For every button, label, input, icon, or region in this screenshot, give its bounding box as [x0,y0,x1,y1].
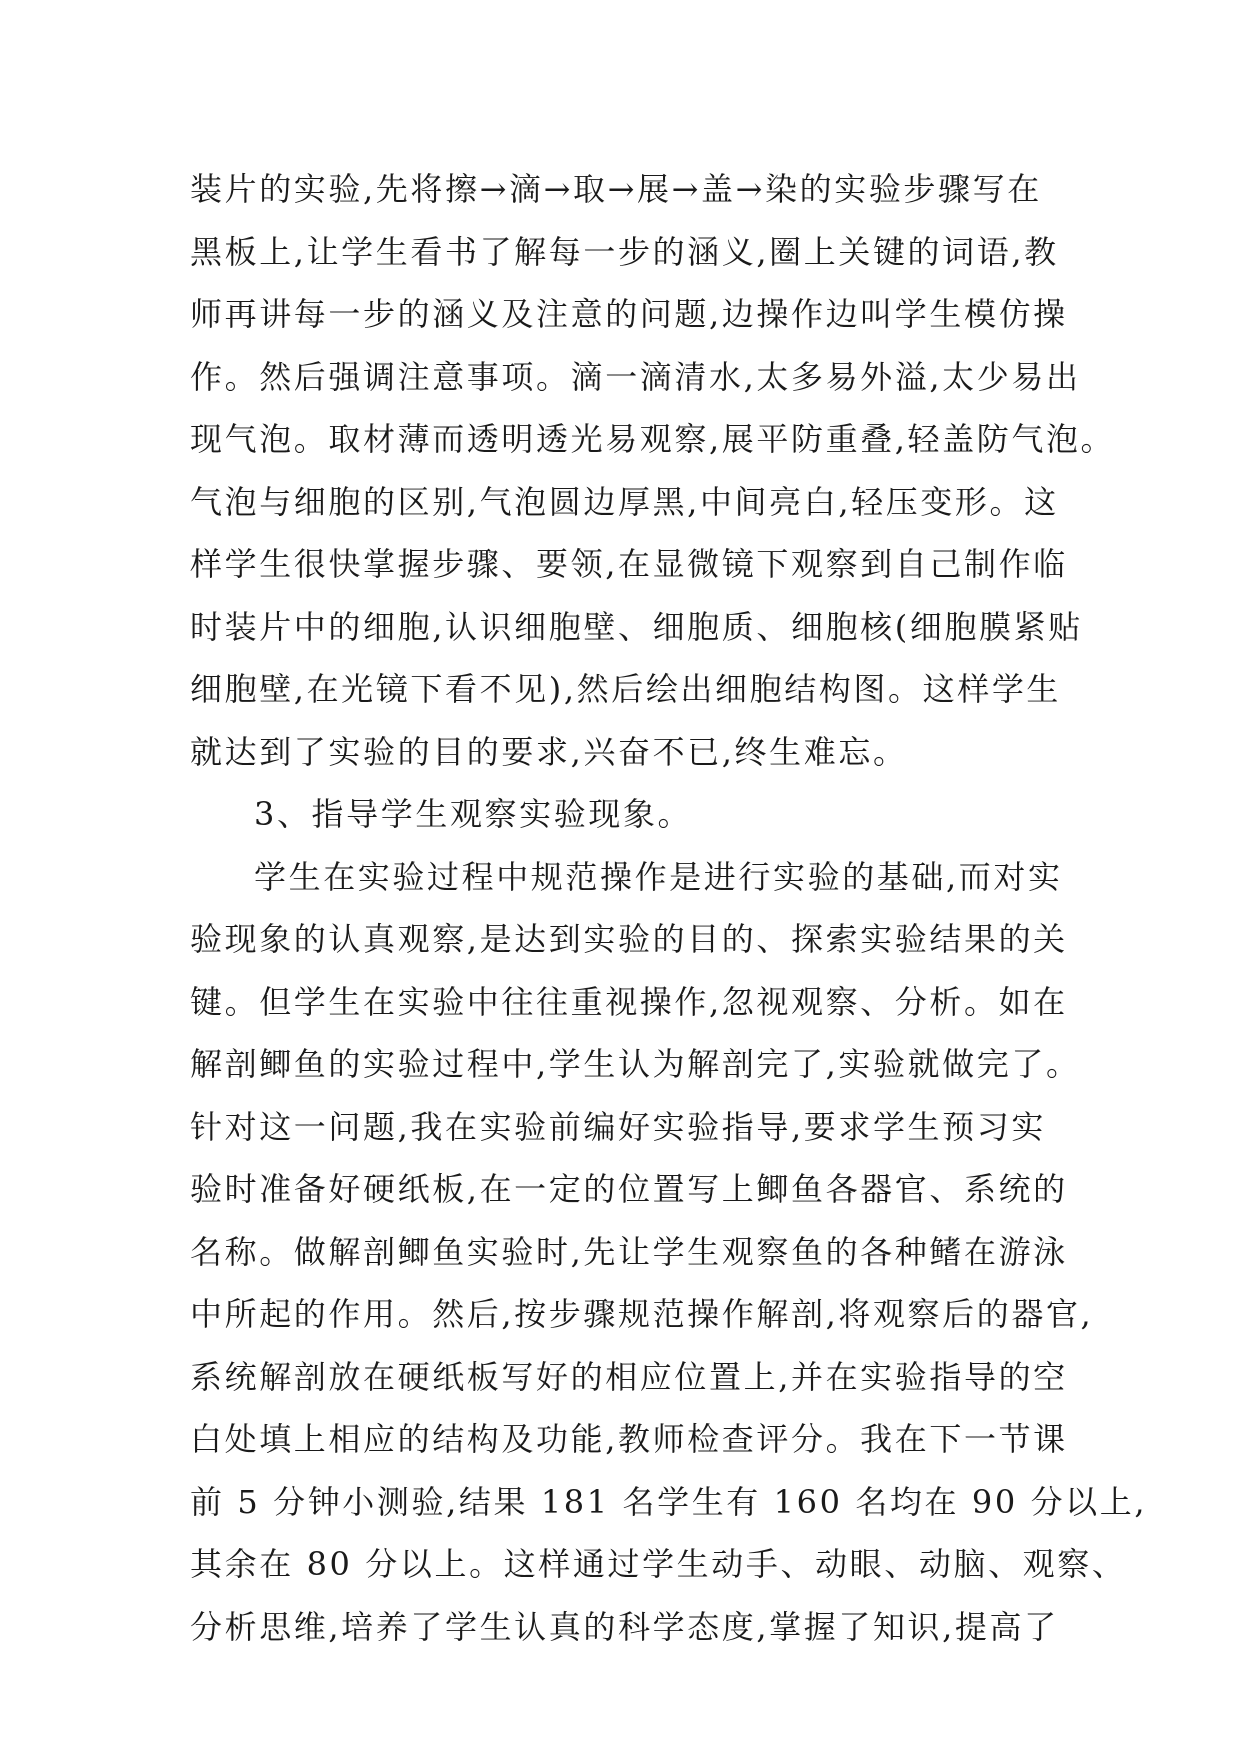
text-line: 细胞壁,在光镜下看不见),然后绘出细胞结构图。这样学生 [190,670,1062,708]
text-line: 解剖鲫鱼的实验过程中,学生认为解剖完了,实验就做完了。 [190,1045,1081,1083]
text-line: 分析思维,培养了学生认真的科学态度,掌握了知识,提高了 [190,1607,1059,1646]
text-line: 时装片中的细胞,认识细胞壁、细胞质、细胞核(细胞膜紧贴 [190,607,1083,646]
text-line: 验现象的认真观察,是达到实验的目的、探索实验结果的关 [190,920,1068,958]
text-line: 作。然后强调注意事项。滴一滴清水,太多易外溢,太少易出 [190,357,1081,396]
text-line: 现气泡。取材薄而透明透光易观察,展平防重叠,轻盖防气泡。 [190,420,1116,458]
text-line: 其余在 80 分以上。这样通过学生动手、动眼、动脑、观察、 [190,1545,1127,1583]
text-line: 气泡与细胞的区别,气泡圆边厚黑,中间亮白,轻压变形。这 [190,482,1059,521]
text-line: 针对这一问题,我在实验前编好实验指导,要求学生预习实 [190,1107,1046,1146]
body-text [190,158,1148,1658]
text-line: 黑板上,让学生看书了解每一步的涵义,圈上关键的词语,教 [190,232,1059,271]
text-line: 样学生很快掌握步骤、要领,在显微镜下观察到自己制作临 [190,545,1068,583]
text-line: 师再讲每一步的涵义及注意的问题,边操作边叫学生模仿操 [190,295,1068,333]
text-line: 就达到了实验的目的要求,兴奋不已,终生难忘。 [190,732,908,771]
paragraph-start: 学生在实验过程中规范操作是进行实验的基础,而对实 [254,857,1063,896]
text-line: 中所起的作用。然后,按步骤规范操作解剖,将观察后的器官, [190,1295,1094,1333]
text-line: 装片的实验,先将擦→滴→取→展→盖→染的实验步骤写在 [190,170,1042,208]
section-heading: 3、指导学生观察实验现象。 [254,795,693,833]
text-line: 系统解剖放在硬纸板写好的相应位置上,并在实验指导的空 [190,1357,1068,1396]
text-line: 键。但学生在实验中往往重视操作,忽视观察、分析。如在 [190,982,1068,1021]
text-line: 前 5 分钟小测验,结果 181 名学生有 160 名均在 90 分以上, [190,1482,1148,1521]
text-line: 验时准备好硬纸板,在一定的位置写上鲫鱼各器官、系统的 [190,1170,1068,1208]
text-line: 名称。做解剖鲫鱼实验时,先让学生观察鱼的各种鳍在游泳 [190,1232,1068,1271]
text-line: 白处填上相应的结构及功能,教师检查评分。我在下一节课 [190,1420,1068,1458]
